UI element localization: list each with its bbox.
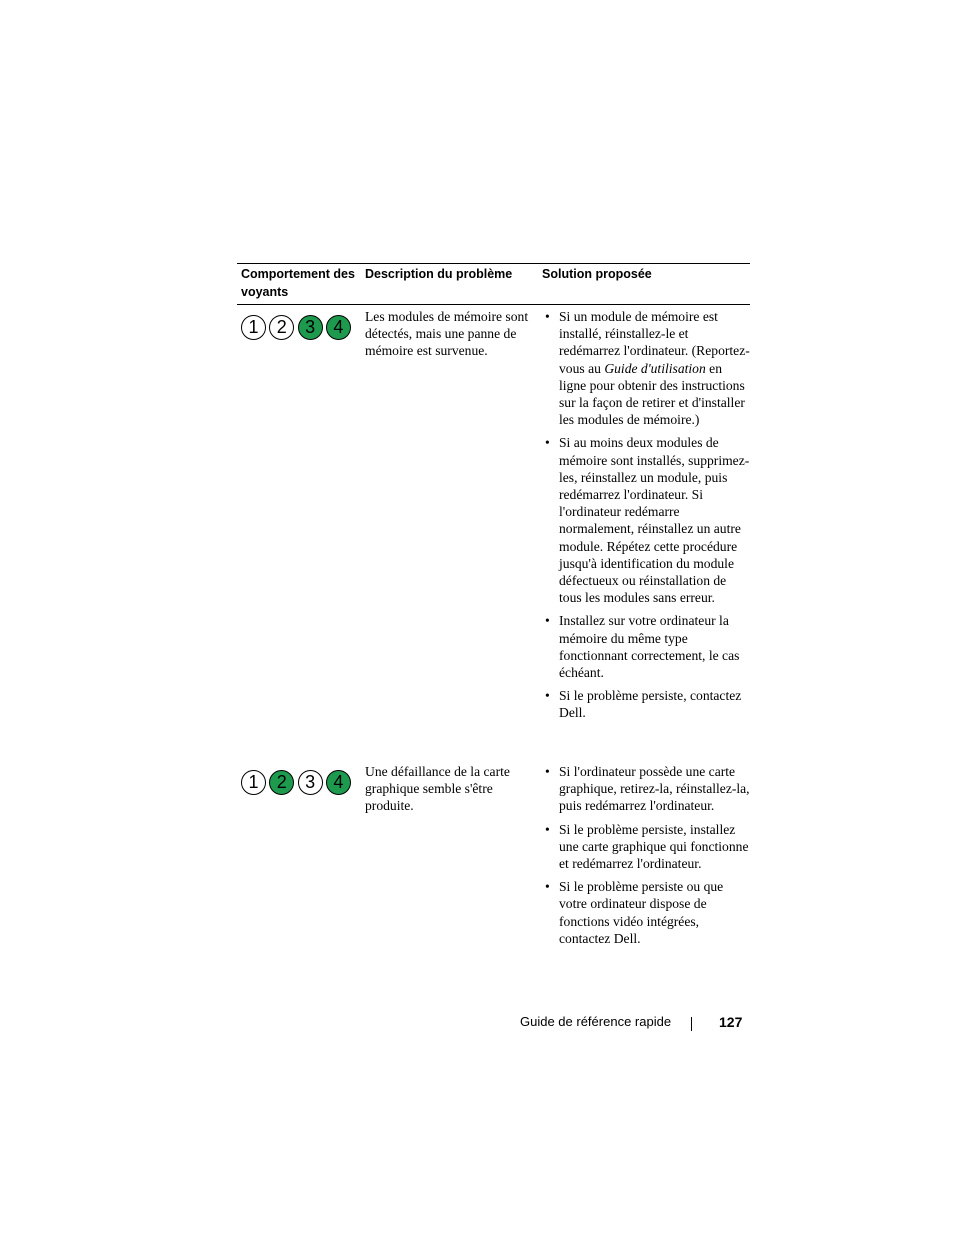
diagnostic-light-1: 1 <box>241 770 266 795</box>
solution-text-after: en ligne pour obtenir des instructions sur la façon de retirer et d'installer les modules de mémoire.) <box>559 360 745 428</box>
diagnostic-light-3: 3 <box>298 315 323 340</box>
header-light-behavior: Comportement des voyants <box>241 267 355 299</box>
solution-item <box>542 308 750 428</box>
diagnostic-light-2: 2 <box>269 770 294 795</box>
diagnostic-light-4: 4 <box>326 770 351 795</box>
diagnostic-lights <box>241 770 354 796</box>
page-number: 127 <box>719 1014 743 1030</box>
solution-text: Si au moins deux modules de mémoire sont installés, supprimez-les, réinstallez un module, puis redémarrez l'ordinateur. Si l'ordinateur redémarre normalement, réinstallez un autre module. Répétez cette procédure jusqu'à identification du module défectueux ou réinstallation de tous les modules sans erreur. <box>559 435 750 606</box>
diagnostic-light-2: 2 <box>269 315 294 340</box>
solution-text: Installez sur votre ordinateur la mémoire du même type fonctionnant correctement, le cas échéant. <box>559 613 740 681</box>
problem-description: Les modules de mémoire sont détectés, mais une panne de mémoire est survenue. <box>365 309 529 359</box>
table-top-rule <box>237 263 750 264</box>
solution-item <box>542 821 750 873</box>
solution-item <box>542 763 750 815</box>
diagnostic-light-1: 1 <box>241 315 266 340</box>
header-problem-description: Description du problème <box>365 267 513 281</box>
solution-item <box>542 612 750 681</box>
footer-guide-title: Guide de référence rapide <box>520 1014 672 1029</box>
solution-item <box>542 878 750 947</box>
header-suggested-solution: Solution proposée <box>542 267 652 281</box>
solution-text: Si l'ordinateur possède une carte graphique, retirez-la, réinstallez-la, puis redémarrez l'ordinateur. <box>559 764 750 814</box>
solution-text: Si le problème persiste, installez une carte graphique qui fonctionne et redémarrez l'ordinateur. <box>559 821 749 872</box>
diagnostic-lights <box>241 315 354 341</box>
diagnostic-light-3: 3 <box>298 770 323 795</box>
solution-text: Si un module de mémoire est installé, réinstallez-le et redémarrez l'ordinateur. (Reportez-vous au <box>559 309 750 376</box>
footer-separator <box>691 1017 692 1031</box>
solution-item <box>542 687 750 721</box>
solution-list <box>542 763 750 953</box>
diagnostic-light-4: 4 <box>326 315 351 340</box>
problem-description: Une défaillance de la carte graphique semble s'être produite. <box>365 764 510 814</box>
header-rule <box>237 304 750 305</box>
solution-item <box>542 434 750 606</box>
solution-text: Si le problème persiste ou que votre ordinateur dispose de fonctions vidéo intégrées, contactez Dell. <box>559 879 724 946</box>
solution-italic-text: Guide d'utilisation <box>604 360 706 376</box>
solution-list <box>542 308 750 728</box>
solution-text: Si le problème persiste, contactez Dell. <box>559 688 742 721</box>
